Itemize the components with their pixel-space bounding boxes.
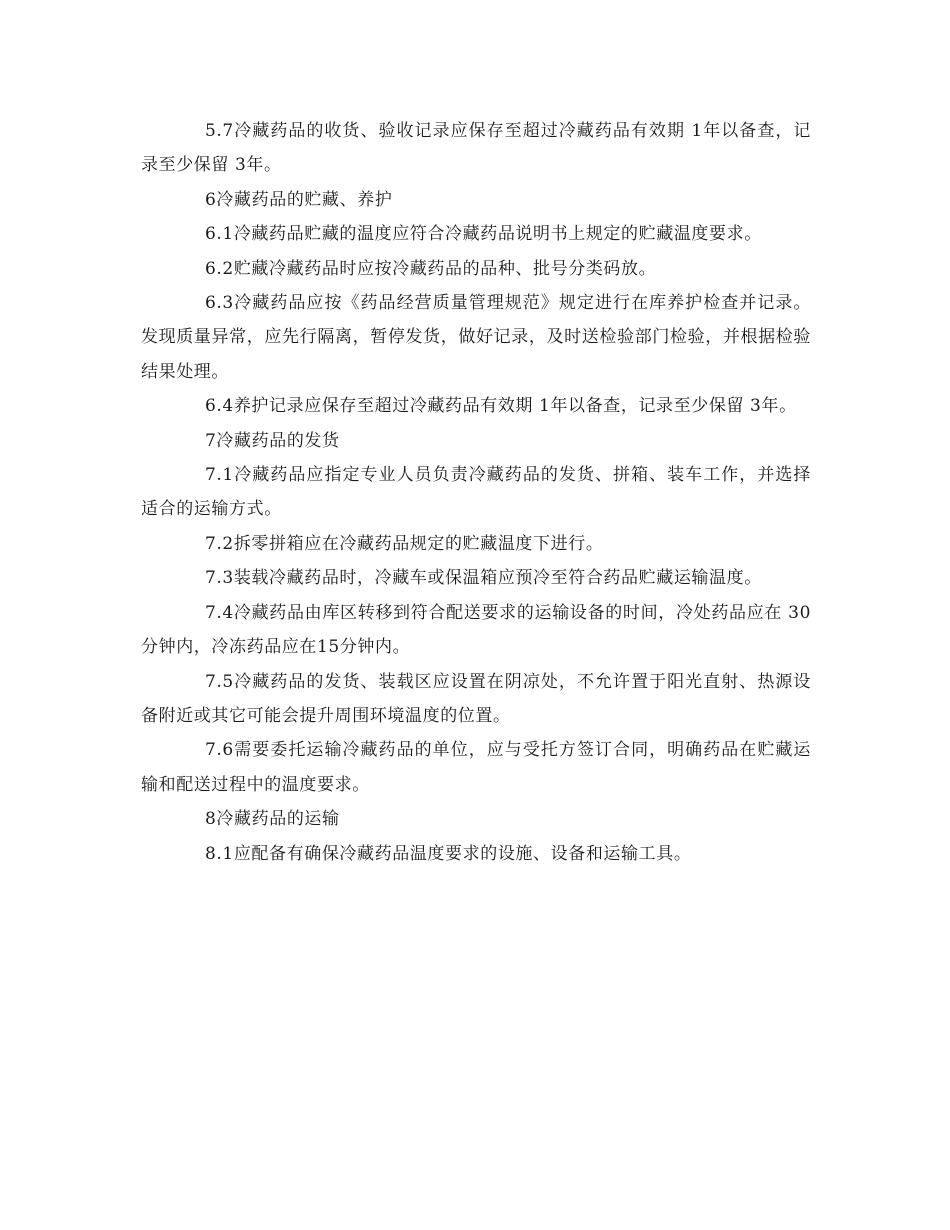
paragraph-7-5: 7.5冷藏药品的发货、装载区应设置在阴凉处，不允许置于阳光直射、热源设备附近或其它可能会提升周围环境温度的位置。 [141,671,811,726]
paragraph-6-2: 6.2贮藏冷藏药品时应按冷藏药品的品种、批号分类码放。 [205,258,657,279]
paragraph-6-4: 6.4养护记录应保存至超过冷藏药品有效期 1年以备查，记录至少保留 3年。 [205,396,797,417]
document-body [141,114,811,871]
paragraph-7-3: 7.3装载冷藏药品时，冷藏车或保温箱应预冷至符合药品贮藏运输温度。 [205,568,762,589]
paragraph-6-1: 6.1冷藏药品贮藏的温度应符合冷藏药品说明书上规定的贮藏温度要求。 [205,224,762,245]
paragraph-8-1: 8.1应配备有确保冷藏药品温度要求的设施、设备和运输工具。 [205,843,692,864]
paragraph-7-1: 7.1冷藏药品应指定专业人员负责冷藏药品的发货、拼箱、装车工作，并选择适合的运输方式。 [141,465,811,520]
paragraph-6-3: 6.3冷藏药品应按《药品经营质量管理规范》规定进行在库养护检查并记录。发现质量异常，应先行隔离，暂停发货，做好记录，及时送检验部门检验，并根据检验结果处理。 [141,293,811,382]
paragraph-7-6: 7.6需要委托运输冷藏药品的单位，应与受托方签订合同，明确药品在贮藏运输和配送过程中的温度要求。 [141,740,811,795]
paragraph-7-2: 7.2拆零拼箱应在冷藏药品规定的贮藏温度下进行。 [205,533,604,554]
section-heading-8: 8冷藏药品的运输 [205,809,340,830]
paragraph-5-7: 5.7冷藏药品的收货、验收记录应保存至超过冷藏药品有效期 1年以备查，记录至少保留 3年。 [141,121,811,176]
section-heading-6: 6冷藏药品的贮藏、养护 [205,189,393,210]
paragraph-7-4: 7.4冷藏药品由库区转移到符合配送要求的运输设备的时间，冷处药品应在 30分钟内，冷冻药品应在15分钟内。 [141,602,811,658]
section-heading-7: 7冷藏药品的发货 [205,430,340,451]
